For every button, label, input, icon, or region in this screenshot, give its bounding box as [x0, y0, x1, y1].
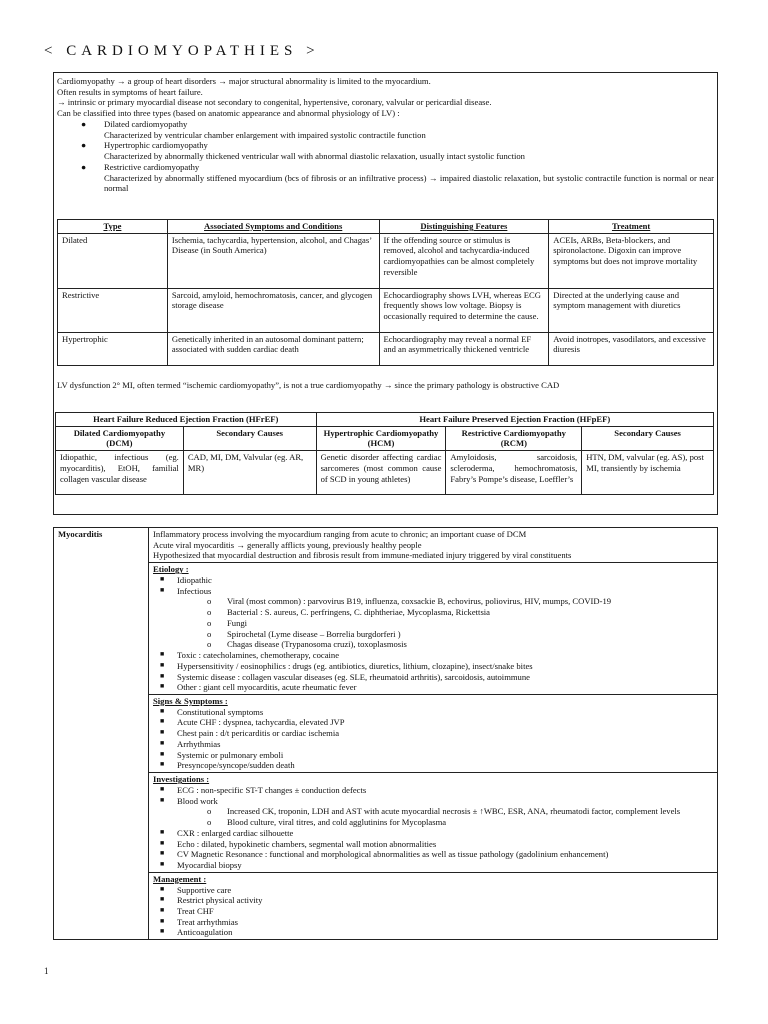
bullet-icon: ●	[81, 140, 87, 151]
type-name: Hypertrophic cardiomyopathy	[104, 140, 208, 151]
circle-bullet-icon: o	[207, 596, 212, 607]
page-number: 1	[44, 966, 49, 976]
signs-list	[153, 707, 713, 771]
list-item-text: Presyncope/syncope/sudden death	[177, 760, 295, 771]
signs-cell	[149, 695, 718, 773]
intro-line: Acute viral myocarditis → generally afflicts young, previously healthy people	[153, 539, 422, 550]
list-item	[153, 917, 713, 928]
list-item	[177, 639, 713, 650]
section-heading: Management :	[153, 873, 207, 884]
list-item	[153, 760, 713, 771]
table-cell: Sarcoid, amyloid, hemochromatosis, cancer, and glycogen storage disease	[167, 288, 379, 332]
list-item-text: Myocardial biopsy	[177, 860, 242, 871]
list-item-text: Arrhythmias	[177, 738, 221, 749]
table-row	[58, 233, 714, 288]
list-item-text: ECG : non-specific ST-T changes ± conduction defects	[177, 784, 367, 795]
type-item-restrictive	[57, 162, 714, 173]
column-header: Restrictive Cardiomyopathy (RCM)	[446, 426, 582, 450]
intro-line: → intrinsic or primary myocardial disease not secondary to congenital, hypertensive, coronary, valvular or pericardial disease.	[57, 97, 492, 108]
list-item	[177, 596, 713, 607]
list-item	[177, 607, 713, 618]
list-item-text: Infectious	[177, 585, 212, 596]
list-item	[153, 661, 713, 672]
list-item	[153, 728, 713, 739]
list-item-text: Treat arrhythmias	[177, 916, 239, 927]
type-desc: Characterized by abnormally thickened ventricular wall with abnormal diastolic relaxation, usually intact systolic function	[104, 151, 525, 162]
square-bullet-icon: ■	[160, 738, 165, 747]
circle-bullet-icon: o	[207, 639, 212, 650]
list-item-text: Treat CHF	[177, 905, 214, 916]
list-item	[153, 739, 713, 750]
table-cell: Genetically inherited in an autosomal dominant pattern; associated with sudden cardiac death	[167, 332, 379, 365]
investigations-row	[54, 773, 718, 873]
table-header-row	[56, 426, 714, 450]
table-cell: CAD, MI, DM, Valvular (eg. AR, MR)	[183, 451, 316, 495]
section-heading: Etiology :	[153, 564, 189, 575]
table-cell: Restrictive	[58, 288, 168, 332]
management-row	[54, 872, 718, 939]
intro-line: Often results in symptoms of heart failure.	[57, 86, 203, 97]
list-item-text: Constitutional symptoms	[177, 706, 264, 717]
column-header: Associated Symptoms and Conditions	[167, 220, 379, 234]
square-bullet-icon: ■	[160, 682, 165, 691]
investigations-list	[153, 785, 713, 871]
square-bullet-icon: ■	[160, 749, 165, 758]
square-bullet-icon: ■	[160, 784, 165, 793]
list-item-text: Hypersensitivity / eosinophilics : drugs (eg. antibiotics, diuretics, lithium, clozapine), insect/snake bites	[177, 660, 533, 671]
list-item	[153, 707, 713, 718]
type-desc: Characterized by abnormally stiffened myocardium (bcs of fibrosis or an infiltrative process) → impaired diastolic relaxation, but systolic contractile function is normal or near normal	[104, 172, 714, 194]
intro-line: Inflammatory process involving the myocardium ranging from acute to chronic; an important cuase of DCM	[153, 529, 527, 539]
circle-bullet-icon: o	[207, 607, 212, 618]
table-row	[58, 332, 714, 365]
table-cell: Amyloidosis, sarcoidosis, scleroderma, hemochromatosis, Fabry’s Pompe’s disease, Loeffler’s	[446, 451, 582, 495]
table-cell: Echocardiography shows LVH, whereas ECG frequently shows low voltage. Biopsy is occasionally required to determine the cause.	[379, 288, 549, 332]
list-item	[153, 650, 713, 661]
list-item	[177, 629, 713, 640]
square-bullet-icon: ■	[160, 860, 165, 869]
list-item	[153, 682, 713, 693]
table-group-header-row	[56, 413, 714, 427]
list-item-text: Viral (most common) : parvovirus B19, influenza, coxsackie B, echovirus, poliovirus, HIV, mumps, COVID-19	[227, 596, 612, 607]
list-item-text: Supportive care	[177, 884, 232, 895]
list-item-text: Acute CHF : dyspnea, tachycardia, elevated JVP	[177, 717, 345, 728]
list-item-text: Bacterial : S. aureus, C. perfringens, C. diphtheriae, Mycoplasma, Rickettsia	[227, 607, 490, 618]
list-item-text: Fungi	[227, 617, 248, 628]
list-item	[153, 672, 713, 683]
bullet-icon: ●	[81, 161, 87, 172]
list-item-text: Toxic : catecholamines, chemotherapy, cocaine	[177, 650, 340, 661]
square-bullet-icon: ■	[160, 574, 165, 583]
page-title: < CARDIOMYOPATHIES >	[44, 43, 320, 59]
investigations-cell	[149, 773, 718, 873]
square-bullet-icon: ■	[160, 905, 165, 914]
table-row	[58, 288, 714, 332]
type-item-dilated	[57, 119, 714, 130]
table-row	[56, 451, 714, 495]
column-header: Dilated Cardiomyopathy (DCM)	[56, 426, 184, 450]
type-item-hypertrophic	[57, 140, 714, 151]
type-name: Dilated cardiomyopathy	[104, 118, 188, 129]
list-item-text: Restrict physical activity	[177, 895, 263, 906]
list-item	[153, 860, 713, 871]
etiology-list	[153, 575, 713, 693]
list-item	[153, 927, 713, 938]
intro-line: Cardiomyopathy → a group of heart disorders → major structural abnormality is limited to the myocardium.	[57, 76, 431, 86]
list-item-text: CV Magnetic Resonance : functional and morphological abnormalities as well as tissue pathology (gadolinium enhancement)	[177, 849, 609, 860]
list-item-text: Other : giant cell myocarditis, acute rheumatic fever	[177, 682, 357, 693]
list-item-text: Idiopathic	[177, 574, 212, 585]
square-bullet-icon: ■	[160, 827, 165, 836]
list-item-text: Chest pain : d/t pericarditis or cardiac ischemia	[177, 728, 340, 739]
list-item	[153, 828, 713, 839]
type-desc: Characterized by ventricular chamber enlargement with impaired systolic contractile function	[104, 129, 426, 140]
intro-line: Can be classified into three types (based on anatomic appearance and abnormal physiology of LV) :	[57, 108, 400, 119]
myocarditis-intro-row	[54, 528, 718, 563]
list-item-text: Echo : dilated, hypokinetic chambers, segmental wall motion abnormalities	[177, 838, 437, 849]
table-cell: HTN, DM, valvular (eg. AS), post MI, transiently by ischemia	[582, 451, 714, 495]
circle-bullet-icon: o	[207, 806, 212, 817]
list-item-text: Blood culture, viral titres, and cold agglutinins for Mycoplasma	[227, 817, 447, 828]
list-item	[177, 817, 713, 828]
cardiomyopathy-types-list	[57, 119, 714, 194]
intro-line: Hypothesized that myocardial destruction and fibrosis result from immune-mediated injury triggered by viral constituents	[153, 550, 572, 561]
section-heading: Investigations :	[153, 774, 210, 785]
column-header: Secondary Causes	[183, 426, 316, 450]
list-item	[177, 618, 713, 629]
list-item	[153, 717, 713, 728]
bullet-icon: ●	[81, 118, 87, 129]
list-item	[153, 895, 713, 906]
list-item	[153, 796, 713, 828]
myocarditis-label: Myocarditis	[54, 528, 149, 940]
circle-bullet-icon: o	[207, 628, 212, 639]
column-header: Hypertrophic Cardiomyopathy (HCM)	[316, 426, 446, 450]
myocarditis-intro-cell	[149, 528, 718, 563]
myocarditis-table	[53, 527, 718, 940]
group-header-hfpef: Heart Failure Preserved Ejection Fraction (HFpEF)	[316, 413, 713, 427]
list-item	[153, 906, 713, 917]
table-cell: Directed at the underlying cause and symptom management with diuretics	[549, 288, 714, 332]
table-cell: Avoid inotropes, vasodilators, and excessive diuresis	[549, 332, 714, 365]
etiology-row	[54, 563, 718, 695]
signs-row	[54, 695, 718, 773]
table-cell: Echocardiography may reveal a normal EF and an asymmetrically thickened ventricle	[379, 332, 549, 365]
square-bullet-icon: ■	[160, 895, 165, 904]
table-cell: Dilated	[58, 233, 168, 288]
table-cell: Genetic disorder affecting cardiac sarcomeres (most common cause of SCD in young athletes)	[316, 451, 446, 495]
list-item	[153, 885, 713, 896]
list-item-text: Blood work	[177, 795, 218, 806]
column-header: Distinguishing Features	[379, 220, 549, 234]
table-cell: ACEIs, ARBs, Beta-blockers, and spironolactone. Digoxin can improve symptoms but does not improve mortality	[549, 233, 714, 288]
section-heading: Signs & Symptoms :	[153, 696, 228, 707]
square-bullet-icon: ■	[160, 795, 165, 804]
list-item-text: Anticoagulation	[177, 927, 233, 938]
list-item-text: Increased CK, troponin, LDH and AST with acute myocardial necrosis ± ↑WBC, ESR, ANA, rheumatodi factor, complement levels	[227, 806, 681, 817]
square-bullet-icon: ■	[160, 585, 165, 594]
list-item-text: CXR : enlarged cardiac silhouette	[177, 827, 294, 838]
infectious-sublist	[177, 596, 713, 650]
management-list	[153, 885, 713, 939]
list-item	[153, 575, 713, 586]
lv-dysfunction-note: LV dysfunction 2° MI, often termed “ischemic cardiomyopathy”, is not a true cardiomyopathy → since the primary pathology is obstructive CAD	[57, 380, 560, 390]
table-cell: Idiopathic, infectious (eg. myocarditis), EtOH, familial collagen vascular disease	[56, 451, 184, 495]
column-header: Treatment	[549, 220, 714, 234]
table-header-row	[58, 220, 714, 234]
list-item	[153, 785, 713, 796]
square-bullet-icon: ■	[160, 916, 165, 925]
type-name: Restrictive cardiomyopathy	[104, 161, 200, 172]
list-item-text: Systemic disease : collagen vascular diseases (eg. SLE, rheumatoid arthritis), sarcoidosis, autoimmune	[177, 671, 530, 682]
list-item	[153, 849, 713, 860]
list-item	[153, 839, 713, 850]
square-bullet-icon: ■	[160, 728, 165, 737]
circle-bullet-icon: o	[207, 817, 212, 828]
management-cell	[149, 872, 718, 939]
table-cell: Ischemia, tachycardia, hypertension, alcohol, and Chagas’ Disease (in South America)	[167, 233, 379, 288]
square-bullet-icon: ■	[160, 884, 165, 893]
list-item-text: Chagas disease (Trypanosoma cruzi), toxoplasmosis	[227, 639, 407, 650]
circle-bullet-icon: o	[207, 617, 212, 628]
square-bullet-icon: ■	[160, 838, 165, 847]
square-bullet-icon: ■	[160, 927, 165, 936]
etiology-cell	[149, 563, 718, 695]
column-header: Type	[58, 220, 168, 234]
group-header-hfref: Heart Failure Reduced Ejection Fraction (HFrEF)	[56, 413, 317, 427]
list-item	[153, 750, 713, 761]
square-bullet-icon: ■	[160, 760, 165, 769]
list-item	[153, 586, 713, 650]
list-item-text: Systemic or pulmonary emboli	[177, 749, 284, 760]
square-bullet-icon: ■	[160, 660, 165, 669]
list-item	[177, 806, 713, 817]
square-bullet-icon: ■	[160, 650, 165, 659]
heart-failure-table	[55, 412, 714, 495]
square-bullet-icon: ■	[160, 671, 165, 680]
square-bullet-icon: ■	[160, 717, 165, 726]
column-header: Secondary Causes	[582, 426, 714, 450]
square-bullet-icon: ■	[160, 849, 165, 858]
table-cell: Hypertrophic	[58, 332, 168, 365]
table-cell: If the offending source or stimulus is removed, alcohol and tachycardia-induced cardiomyopathies can be almost completely reversible	[379, 233, 549, 288]
blood-work-sublist	[177, 806, 713, 827]
list-item-text: Spirochetal (Lyme disease – Borrelia burgdorferi )	[227, 628, 401, 639]
cardiomyopathy-types-table	[57, 219, 714, 366]
square-bullet-icon: ■	[160, 706, 165, 715]
